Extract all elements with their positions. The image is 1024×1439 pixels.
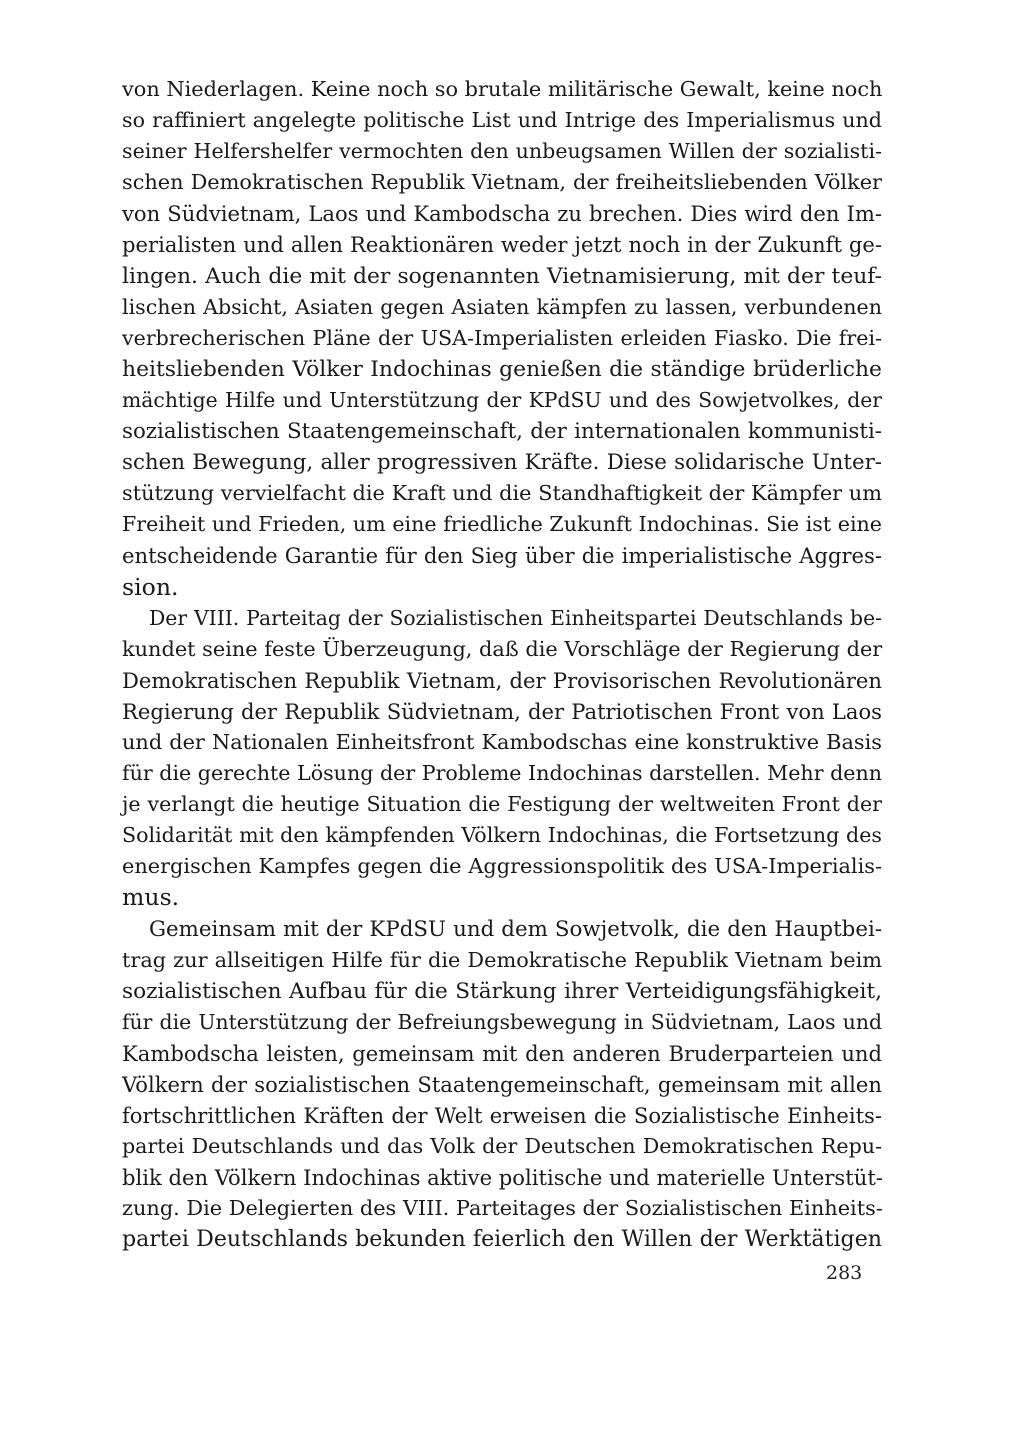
text-line: blik den Völkern Indochinas aktive politische und materielle Unterstüt- — [122, 1165, 883, 1191]
text-line: zung. Die Delegierten des VIII. Parteitages der Sozialistischen Einheits- — [122, 1196, 883, 1221]
text-line: partei Deutschlands und das Volk der Deutschen Demokratischen Repu- — [122, 1134, 882, 1159]
text-line: schen Demokratischen Republik Vietnam, der freiheitsliebenden Völker — [122, 170, 882, 195]
text-line: Demokratischen Republik Vietnam, der Provisorischen Revolutionären — [122, 667, 882, 693]
text-line: energischen Kampfes gegen die Aggressionspolitik des USA-Imperialis- — [122, 854, 882, 879]
text-line: von Südvietnam, Laos und Kambodscha zu brechen. Dies wird den Im- — [122, 201, 882, 227]
text-line: seiner Helfershelfer vermochten den unbeugsamen Willen der sozialisti- — [122, 139, 882, 164]
text-line: Kambodscha leisten, gemeinsam mit den anderen Bruderparteien und — [122, 1040, 882, 1066]
text-line: sion. — [122, 572, 179, 601]
text-line: Völkern der sozialistischen Staatengemeinschaft, gemeinsam mit allen — [122, 1072, 882, 1097]
text-line: lischen Absicht, Asiaten gegen Asiaten kämpfen zu lassen, verbundenen — [122, 294, 882, 319]
body-text — [122, 74, 882, 1256]
text-line: mächtige Hilfe und Unterstützung der KPdSU und des Sowjetvolkes, der — [122, 387, 882, 412]
text-line: perialisten und allen Reaktionären weder jetzt noch in der Zukunft ge- — [122, 232, 882, 258]
text-line: verbrecherischen Pläne der USA-Imperialisten erleiden Fiasko. Die frei- — [122, 325, 882, 350]
text-line: mus. — [122, 883, 180, 912]
text-line: schen Bewegung, aller progressiven Kräfte. Diese solidarische Unter- — [122, 450, 882, 476]
text-line: stützung vervielfacht die Kraft und die Standhaftigkeit der Kämpfer um — [122, 481, 882, 506]
text-line: trag zur allseitigen Hilfe für die Demokratische Republik Vietnam beim — [122, 947, 882, 972]
text-line: sozialistischen Staatengemeinschaft, der internationalen kommunisti- — [122, 419, 882, 445]
text-line: entscheidende Garantie für den Sieg über die imperialistische Aggres- — [122, 543, 882, 569]
text-line: so raffiniert angelegte politische List und Intrige des Imperialismus und — [122, 108, 882, 133]
text-line: Freiheit und Frieden, um eine friedliche Zukunft Indochinas. Sie ist eine — [122, 512, 882, 537]
text-line: kundet seine feste Überzeugung, daß die Vorschläge der Regierung der — [122, 636, 883, 661]
text-line: Solidarität mit den kämpfenden Völkern Indochinas, die Fortsetzung des — [122, 823, 882, 848]
text-line: partei Deutschlands bekunden feierlich den Willen der Werktätigen — [122, 1226, 882, 1253]
text-line: lingen. Auch die mit der sogenannten Vietnamisierung, mit der teuf- — [122, 263, 882, 289]
text-line: Regierung der Republik Südvietnam, der Patriotischen Front von Laos — [122, 698, 882, 724]
text-line: und der Nationalen Einheitsfront Kambodschas eine konstruktive Basis — [122, 729, 882, 754]
text-line: heitsliebenden Völker Indochinas genießen die ständige brüderliche — [122, 356, 882, 382]
text-line: sozialistischen Aufbau für die Stärkung ihrer Verteidigungsfähigkeit, — [122, 978, 882, 1004]
text-line: von Niederlagen. Keine noch so brutale militärische Gewalt, keine noch — [122, 77, 883, 101]
text-line: fortschrittlichen Kräften der Welt erweisen die Sozialistische Einheits- — [122, 1103, 882, 1129]
text-line: für die gerechte Lösung der Probleme Indochinas darstellen. Mehr denn — [122, 761, 882, 786]
paragraph-first-line: Der VIII. Parteitag der Sozialistischen Einheitspartei Deutschlands be- — [149, 605, 882, 630]
text-line: für die Unterstützung der Befreiungsbewegung in Südvietnam, Laos und — [122, 1009, 882, 1034]
text-line: je verlangt die heutige Situation die Festigung der weltweiten Front der — [122, 792, 882, 817]
paragraph-first-line: Gemeinsam mit der KPdSU und dem Sowjetvolk, die den Hauptbei- — [149, 916, 882, 942]
page-number: 283 — [826, 1262, 863, 1284]
